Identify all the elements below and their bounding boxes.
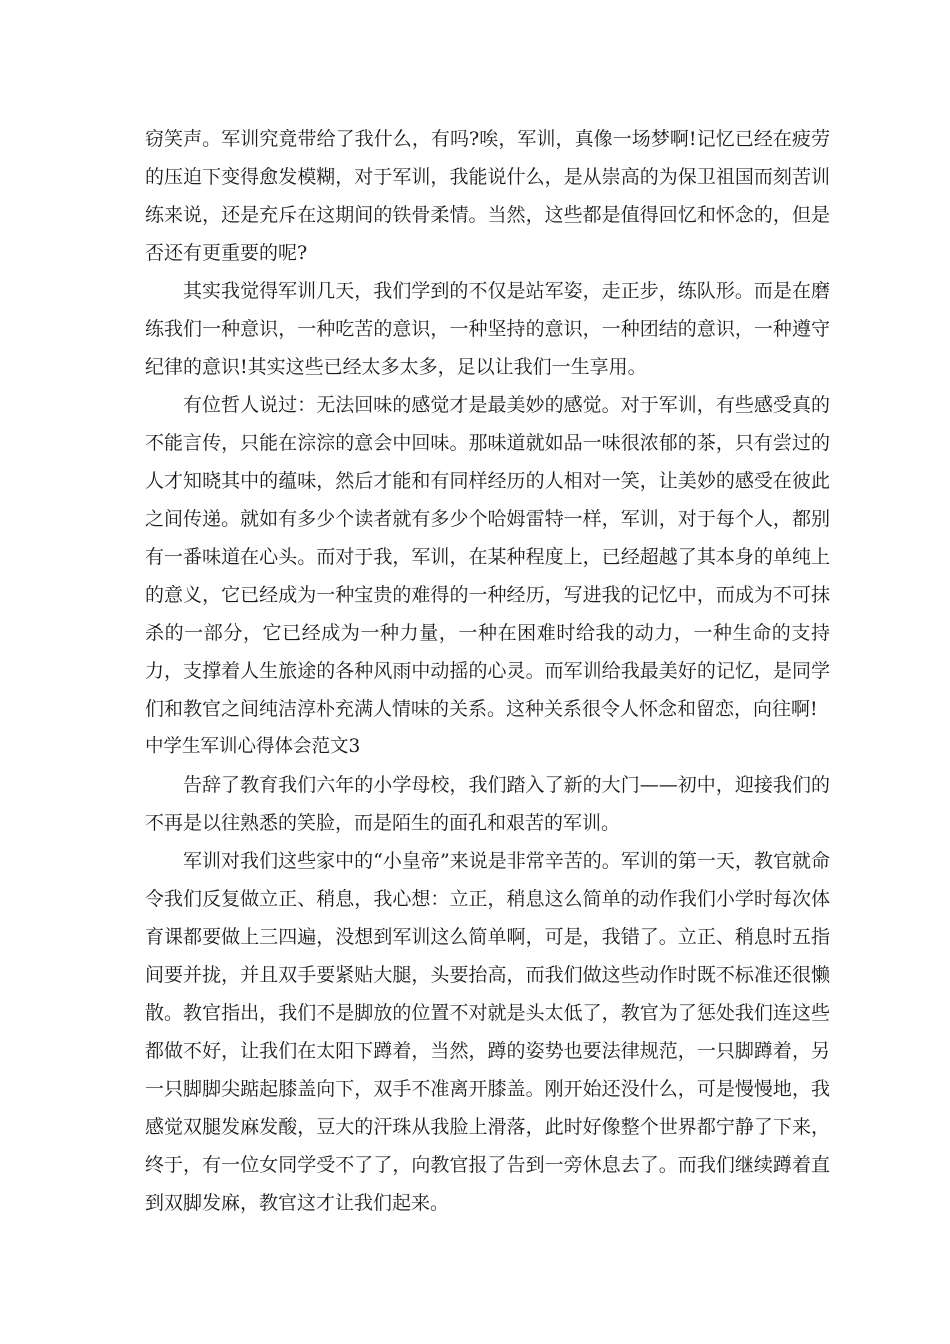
section-heading: 中学生军训心得体会范文3 xyxy=(145,736,361,757)
paragraph-continued: 窃笑声。军训究竟带给了我什么，有吗?唉，军训，真像一场梦啊!记忆已经在疲劳的压迫下变得愈发模糊，对于军训，我能说什么，是从崇高的为保卫祖国而刻苦训练来说，还是充斥在这期间的铁骨柔情。当然，这些都是值得回忆和怀念的，但是否还有更重要的呢? xyxy=(145,128,830,264)
paragraph-military-lessons: 其实我觉得军训几天，我们学到的不仅是站军姿，走正步，练队形。而是在磨练我们一种意识，一种吃苦的意识，一种坚持的意识，一种团结的意识，一种遵守纪律的意识!其实这些已经太多太多，足以让我们一生享用。 xyxy=(145,280,830,378)
paragraph-farewell-school: 告辞了教育我们六年的小学母校，我们踏入了新的大门——初中，迎接我们的不再是以往熟悉的笑脸，而是陌生的面孔和艰苦的军训。 xyxy=(145,774,830,834)
paragraph-training-first-day: 军训对我们这些家中的“小皇帝”来说是非常辛苦的。军训的第一天，教官就命令我们反复做立正、稍息，我心想：立正，稍息这么简单的动作我们小学时每次体育课都要做上三四遍，没想到军训这么简单啊，可是，我错了。立正、稍息时五指间要并拢，并且双手要紧贴大腿，头要抬高，而我们做这些动作时既不标准还很懒散。教官指出，我们不是脚放的位置不对就是头太低了，教官为了惩处我们连这些都做不好，让我们在太阳下蹲着，当然，蹲的姿势也要法律规范，一只脚蹲着，另一只脚脚尖踮起膝盖向下，双手不准离开膝盖。刚开始还没什么，可是慢慢地，我感觉双腿发麻发酸，豆大的汗珠从我脸上滑落，此时好像整个世界都宁静了下来，终于，有一位女同学受不了了，向教官报了告到一旁休息去了。而我们继续蹲着直到双脚发麻，教官这才让我们起来。 xyxy=(145,850,830,1214)
paragraph-philosopher-quote: 有位哲人说过：无法回味的感觉才是最美妙的感觉。对于军训，有些感受真的不能言传，只能在淙淙的意会中回味。那味道就如品一味很浓郁的茶，只有尝过的人才知晓其中的蕴味，然后才能和有同样经历的人相对一笑，让美妙的感受在彼此之间传递。就如有多少个读者就有多少个哈姆雷特一样，军训，对于每个人，都别有一番味道在心头。而对于我，军训，在某种程度上，已经超越了其本身的单纯上的意义，它已经成为一种宝贵的难得的一种经历，写进我的记忆中，而成为不可抹杀的一部分，它已经成为一种力量，一种在困难时给我的动力，一种生命的支持力，支撑着人生旅途的各种风雨中动摇的心灵。而军训给我最美好的记忆，是同学们和教官之间纯洁淳朴充满人情味的关系。这种关系很令人怀念和留恋，向往啊! xyxy=(145,394,830,720)
